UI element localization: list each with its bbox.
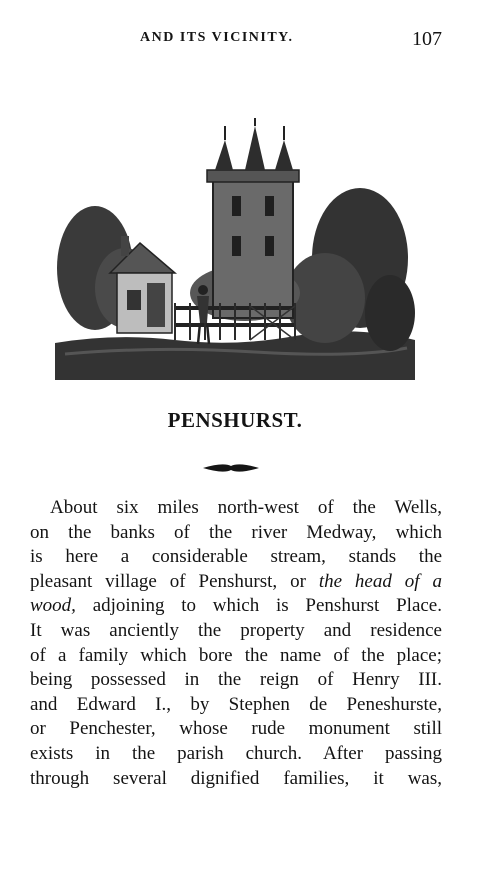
text-run: and Edward I., by Stephen de Peneshurste, — [30, 693, 442, 715]
text-line — [30, 742, 442, 767]
text-line — [30, 496, 442, 521]
church-engraving — [55, 118, 415, 380]
text-run: adjoining to which is Penshurst Place. — [75, 595, 442, 617]
text-run: is here a considerable stream, stands the — [30, 546, 442, 568]
text-line — [30, 594, 442, 619]
text-line — [30, 668, 442, 693]
text-run: or Penchester, whose rude monument still — [30, 718, 442, 740]
italic-phrase: the head of a — [318, 570, 442, 592]
text-line — [30, 693, 442, 718]
text-line — [30, 545, 442, 570]
text-line — [30, 521, 442, 546]
italic-phrase: wood, — [30, 595, 76, 617]
page-number: 107 — [412, 28, 442, 50]
section-title: PENSHURST. — [167, 408, 303, 432]
text-line — [30, 717, 442, 742]
text-run: being possessed in the reign of Henry III. — [30, 669, 442, 691]
text-run: pleasant village of Penshurst, or — [30, 570, 319, 592]
text-run: through several dignified families, it was, — [30, 767, 442, 789]
text-line — [30, 644, 442, 669]
text-run: on the banks of the river Medway, which — [30, 521, 442, 543]
body-text — [30, 496, 442, 791]
text-run: exists in the parish church. After passing — [30, 742, 442, 764]
text-run: About six miles north-west of the Wells, — [50, 497, 442, 518]
text-run: of a family which bore the name of the place; — [30, 644, 442, 666]
text-line — [30, 767, 442, 792]
text-line — [30, 619, 442, 644]
running-head: AND ITS VICINITY. — [140, 30, 294, 45]
text-run: It was anciently the property and residence — [30, 619, 442, 641]
text-line — [30, 570, 442, 595]
ornament-rule — [203, 462, 259, 474]
